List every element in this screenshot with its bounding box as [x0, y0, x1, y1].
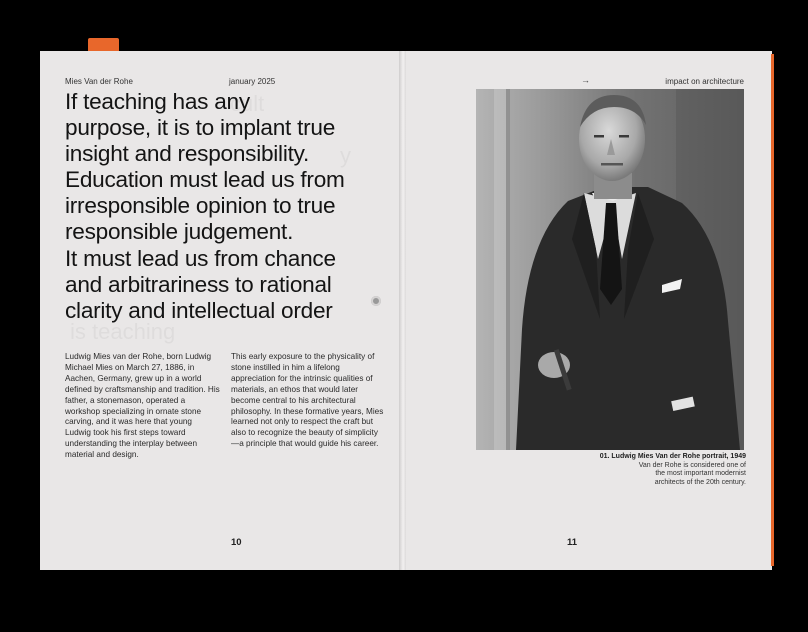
photo-caption — [586, 453, 746, 487]
headline-line: and arbitrariness to rational — [65, 271, 332, 297]
caption-line: the most important modernist — [655, 470, 746, 478]
page-number: 10 — [231, 537, 242, 548]
body-column-1: Ludwig Mies van der Rohe, born Ludwig Michael Mies on March 27, 1886, in Aachen, Germany, grew up in a world defined by craftsmanship and tradition. His father, a stonemason, operated a workshop specializing in ornate stone carving, and it was here that young Ludwig took his first steps toward understanding the interplay between material and design. — [65, 352, 220, 460]
headline-line: responsible judgement. — [65, 219, 294, 245]
arrow-right-icon: → — [581, 75, 590, 85]
headline-line: purpose, it is to implant true — [65, 115, 336, 141]
caption-title: 01. Ludwig Mies Van der Rohe portrait, 1949 — [599, 453, 746, 460]
running-section: impact on architecture — [665, 77, 744, 86]
headline-line: It must lead us from chance — [65, 245, 336, 271]
headline-line: If teaching has any — [65, 89, 250, 114]
headline-line: irresponsible opinion to true — [65, 193, 336, 219]
caption-line: architects of the 20th century. — [654, 478, 746, 486]
left-page — [40, 51, 401, 570]
cover-edge — [771, 54, 774, 566]
running-date: january 2025 — [229, 77, 276, 86]
portrait-photo — [476, 89, 744, 450]
page-number: 11 — [567, 537, 578, 548]
headline-line: clarity and intellectual order — [65, 297, 333, 323]
caption-line: Van der Rohe is considered one of — [638, 461, 746, 469]
right-page — [406, 51, 772, 570]
headline-line: insight and responsibility. — [65, 141, 310, 167]
running-author: Mies Van der Rohe — [65, 77, 133, 86]
pull-quote-headline — [65, 89, 401, 324]
portrait-illustration — [476, 89, 744, 450]
circle-bullet-icon — [371, 296, 381, 306]
body-column-2: This early exposure to the physicality of stone instilled in him a lifelong appreciation for the intrinsic qualities of materials, an ethos that would later become central to his architectural philosophy. In these formative years, Mies learned not only to respect the craft but also to recognize the beauty of simplicity—a principle that would guide his career. — [231, 352, 384, 449]
headline-line: Education must lead us from — [65, 167, 345, 193]
